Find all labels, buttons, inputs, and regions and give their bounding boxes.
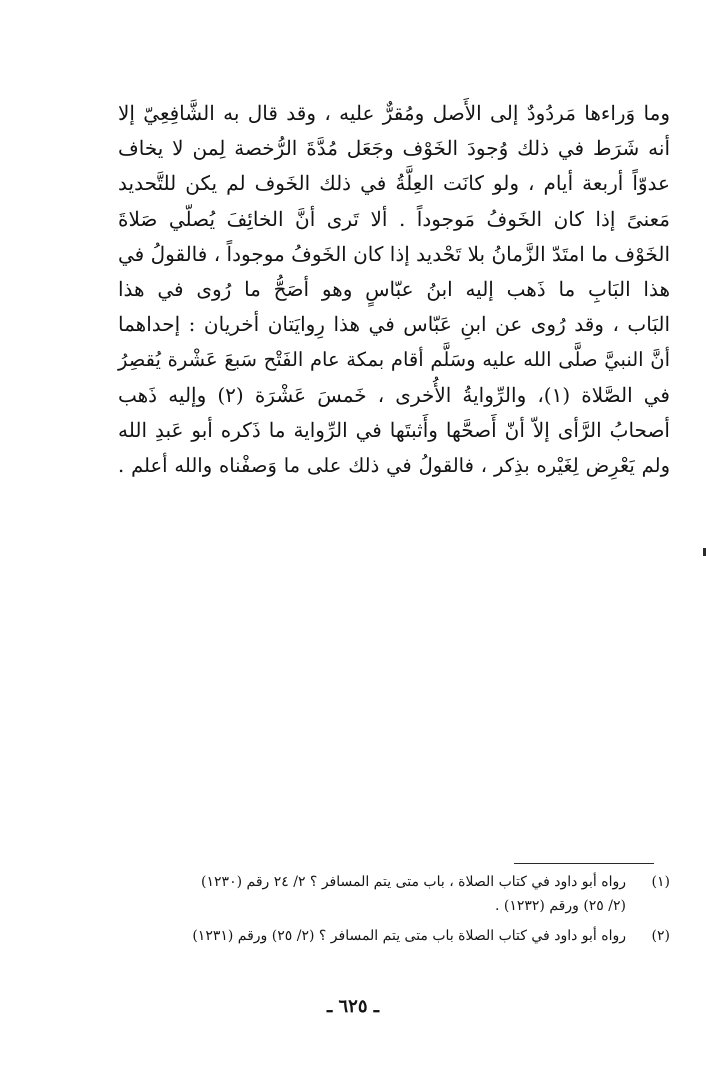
main-text-block	[118, 96, 670, 483]
footnote-text: رواه أبو داود في كتاب الصلاة ، باب متى يتم المسافر ؟ ٢/ ٢٤ رقم (١٢٣٠)	[201, 874, 626, 890]
text-line: البَاب ، وقد رُوى عن ابنِ عَبّاس في هذا رِوايَتان أخريان : إحداهما	[118, 312, 670, 337]
footnote-text: رواه أبو داود في كتاب الصلاة باب متى يتم المسافر ؟ (٢/ ٢٥) ورقم (١٢٣١)	[192, 928, 626, 944]
page-number: ـ ٦٢٥ ـ	[326, 996, 380, 1017]
footnote-2	[110, 924, 670, 948]
text-line: الخَوْف ما امتَدّ الزَّمانُ بلا تَحْديد إذا كان الخَوفُ موجوداً ، فالقولُ في	[118, 241, 670, 266]
text-line: أنه شَرَط في ذلك وُجودَ الخَوْف وجَعَل مُدَّةَ الرُّخصة لِمن لا يخاف	[118, 136, 670, 161]
text-line: مَعنىً إذا كان الخَوفُ مَوجوداً . ألا تَرى أنَّ الخائِفَ يُصلّي صَلاةَ	[118, 206, 670, 231]
footnote-number: (٢)	[651, 928, 670, 944]
text-line: هذا البَابِ ما ذَهب إليه ابنُ عبّاسٍ وهو أصَحُّ ما رُوى في هذا	[118, 276, 670, 301]
text-line: في الصَّلاة (١)، والرِّوايةُ الأُخرى ، خَمسَ عَشْرَة (٢) وإليه ذَهب	[118, 382, 670, 407]
text-line: أصحابُ الرَّأى إلاّ أنّ أَصحَّها وأَثبتَها في الرِّواية ما ذَكره أبو عَبدِ الله	[118, 417, 670, 442]
footnote-separator	[514, 863, 654, 864]
text-line: أنَّ النبيَّ صلَّى الله عليه وسَلَّم أقام بمكة عام الفَتْح سَبعَ عَشْرة يُقصِرُ	[118, 348, 670, 372]
text-line: ولم يَعْرِض لِغَيْره بذِكر ، فالقولُ في ذلك على ما وَصفْناه والله أعلم .	[118, 453, 670, 477]
footnote-1	[110, 870, 670, 918]
text-line: عدوّاً أربعة أيام ، ولو كانَت العِلَّةُ في ذلك الخَوف لم يكن للتَّحديد	[118, 171, 670, 196]
text-line: وما وَراءها مَردُودٌ إلى الأَصل ومُقرٌّ عليه ، وقد قال به الشَّافِعِيّ إلا	[118, 101, 670, 125]
footnote-number: (١)	[651, 874, 670, 890]
footnote-text-continuation: (٢/ ٢٥) ورقم (١٢٣٢) .	[494, 898, 626, 914]
footnotes	[110, 870, 670, 948]
